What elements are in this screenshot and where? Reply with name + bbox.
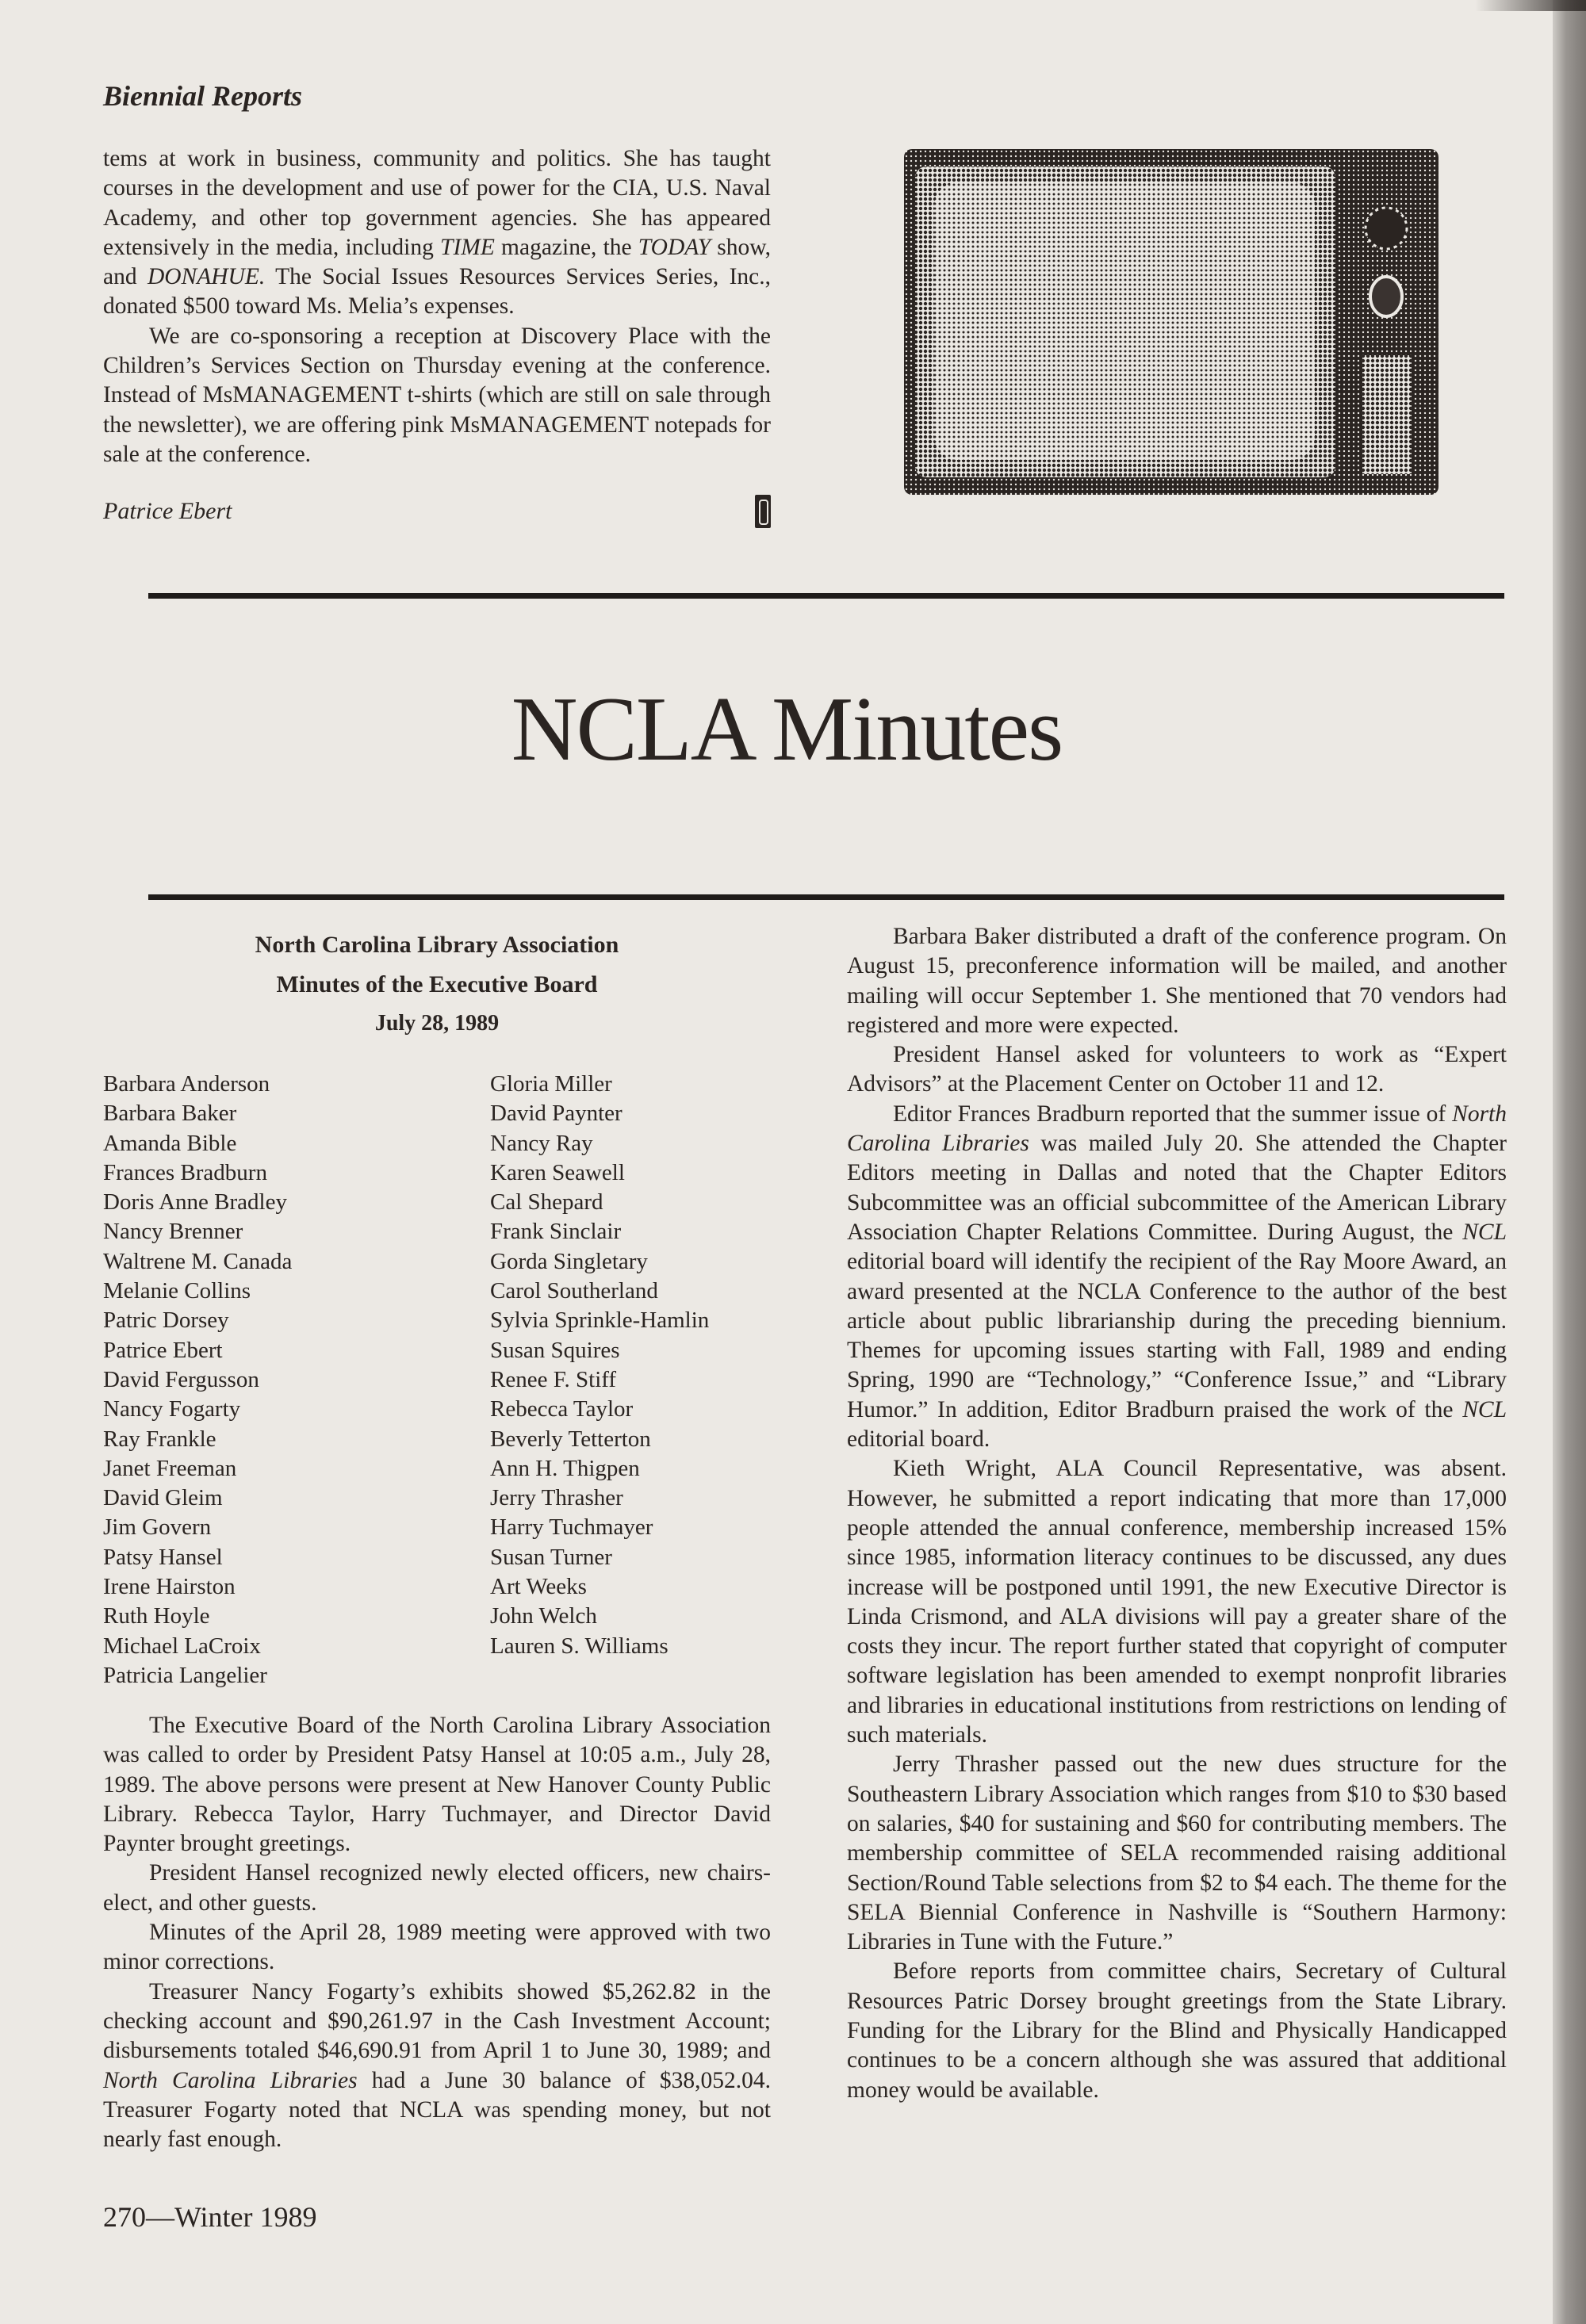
attendee-name: Nancy Fogarty	[103, 1396, 241, 1422]
section-rule-bottom	[148, 894, 1504, 900]
attendee-name: Susan Turner	[490, 1544, 612, 1570]
attendee-name: Patsy Hansel	[103, 1544, 223, 1570]
paragraph	[103, 1711, 771, 1859]
attendee-name: Art Weeks	[490, 1574, 587, 1600]
attendee-name: Michael LaCroix	[103, 1633, 261, 1659]
top-article-signature: Patrice Ebert	[103, 498, 232, 524]
italic-text: NCL	[1462, 1396, 1507, 1422]
text-run: Kieth Wright, ALA Council Representative, was absent. However, he submitted a report indicating that more than 17,000 people attended the annual conference, membership increased 15% since 1985, information literacy continues to be discussed, any dues increase will be postponed until 1991, the new Executive Director is Linda Crismond, and ALA divisions will pay a greater share of the costs they incur. The report further stated that copyright of computer software legislation has been amended to exempt nonprofit libraries and libraries in educational institutions from restrictions on lending of such materials.	[847, 1456, 1507, 1748]
attendee-name: David Gleim	[103, 1485, 223, 1511]
text-run: Barbara Baker distributed a draft of the conference program. On August 15, preconference information will be mailed, and another mailing will occur September 1. She mentioned that 70 vendors had registered and more were expected.	[847, 924, 1507, 1038]
attendee-name: Janet Freeman	[103, 1455, 237, 1481]
text-run: was mailed July 20. She attended the Chapter Editors meeting in Dallas and noted that the Chapter Editors Subcommittee was an official subcommittee of the American Library Association Chapter Relations Committee. During August, the	[847, 1131, 1507, 1245]
end-mark-logo	[755, 495, 771, 528]
tv-dial-icon	[1366, 208, 1407, 249]
attendee-name: Frances Bradburn	[103, 1159, 267, 1185]
attendee-name: Jerry Thrasher	[490, 1485, 623, 1511]
paragraph	[103, 1918, 771, 1978]
attendee-name: Patricia Langelier	[103, 1662, 267, 1688]
attendee-name: Barbara Baker	[103, 1101, 237, 1127]
minutes-heading: Minutes of the Executive Board	[276, 971, 598, 997]
attendees-column-1	[103, 1070, 292, 1690]
italic-text: TODAY	[638, 234, 711, 260]
page-corner-shadow	[1475, 0, 1586, 11]
minutes-org: North Carolina Library Association	[255, 932, 619, 958]
attendee-name: Patric Dorsey	[103, 1307, 229, 1334]
text-run: magazine, the	[494, 234, 638, 260]
attendee-name: Jim Govern	[103, 1514, 212, 1541]
paragraph	[103, 322, 771, 469]
attendee-name: John Welch	[490, 1603, 597, 1629]
page-footer: 270—Winter 1989	[103, 2201, 317, 2233]
top-article-text	[103, 144, 771, 469]
attendee-name: Susan Squires	[490, 1337, 620, 1363]
paragraph	[847, 1100, 1507, 1455]
paragraph	[847, 1454, 1507, 1750]
attendee-name: Ray Frankle	[103, 1426, 216, 1452]
attendee-name: Ruth Hoyle	[103, 1603, 210, 1629]
tv-screen	[934, 182, 1315, 460]
attendee-name: Frank Sinclair	[490, 1219, 622, 1245]
italic-text: North Carolina Libraries	[847, 1101, 1507, 1157]
attendee-name: Rebecca Taylor	[490, 1396, 634, 1422]
attendee-name: Ann H. Thigpen	[490, 1455, 640, 1481]
italic-text: DONAHUE.	[147, 264, 266, 290]
paragraph	[847, 1040, 1507, 1100]
attendees-column-2	[490, 1070, 709, 1661]
attendee-name: Nancy Ray	[490, 1130, 593, 1156]
minutes-right-text	[847, 922, 1507, 2105]
section-rule-top	[148, 593, 1504, 599]
attendee-name: Nancy Brenner	[103, 1219, 243, 1245]
attendee-name: Patrice Ebert	[103, 1337, 223, 1363]
text-run: had a June 30 balance of $38,052.04. Treasurer Fogarty noted that NCLA was spending money, but not nearly fast enough.	[103, 2067, 771, 2153]
page-edge-shadow	[1553, 0, 1586, 2324]
article-title: NCLA Minutes	[511, 679, 1063, 780]
text-run: President Hansel asked for volunteers to work as “Expert Advisors” at the Placement Center on October 11 and 12.	[847, 1042, 1507, 1097]
television-illustration	[904, 149, 1439, 495]
text-run: show, and	[103, 234, 771, 290]
attendee-name: Beverly Tetterton	[490, 1426, 651, 1452]
text-run: President Hansel recognized newly elected officers, new chairs-elect, and other guests.	[103, 1860, 771, 1916]
italic-text: NCL	[1462, 1219, 1507, 1245]
tv-knob-icon	[1370, 277, 1402, 316]
attendee-name: Doris Anne Bradley	[103, 1189, 287, 1216]
text-run: Treasurer Nancy Fogarty’s exhibits showed $5,262.82 in the checking account and $90,261.97 in the Cash Investment Account; disbursements totaled $46,690.91 from April 1 to June 30, 1989; and	[103, 1978, 771, 2064]
attendee-name: Karen Seawell	[490, 1159, 625, 1185]
paragraph	[847, 1957, 1507, 2104]
text-run: Editor Frances Bradburn reported that the summer issue of	[893, 1101, 1453, 1127]
text-run: Minutes of the April 28, 1989 meeting were approved with two minor corrections.	[103, 1920, 771, 1975]
attendee-name: Melanie Collins	[103, 1278, 251, 1304]
italic-text: North Carolina Libraries	[103, 2067, 358, 2093]
text-run: editorial board.	[847, 1426, 990, 1453]
attendee-name: Barbara Anderson	[103, 1071, 270, 1097]
text-run: The Executive Board of the North Carolina Library Association was called to order by President Patsy Hansel at 10:05 a.m., July 28, 1989. The above persons were present at New Hanover County Public Library. Rebecca Taylor, Harry Tuchmayer, and Director David Paynter brought greetings.	[103, 1713, 771, 1857]
minutes-date: July 28, 1989	[374, 1011, 500, 1036]
paragraph	[103, 1978, 771, 2155]
attendee-name: Gloria Miller	[490, 1071, 612, 1097]
attendee-name: Amanda Bible	[103, 1130, 237, 1156]
text-run: tems at work in business, community and politics. She has taught courses in the development and use of power for the CIA, U.S. Naval Academy, and other top government agencies. She has appeared extensively in the media, including	[103, 146, 771, 260]
italic-text: TIME	[440, 234, 495, 260]
attendee-name: Renee F. Stiff	[490, 1366, 617, 1392]
text-run: Before reports from committee chairs, Secretary of Cultural Resources Patric Dorsey brought greetings from the State Library. Funding for the Library for the Blind and Physically Handicapped continues to be a concern although she was assured that additional money would be available.	[847, 1958, 1507, 2103]
attendee-name: Lauren S. Williams	[490, 1633, 668, 1659]
attendee-name: David Paynter	[490, 1101, 623, 1127]
attendee-name: Cal Shepard	[490, 1189, 603, 1216]
attendee-name: Sylvia Sprinkle-Hamlin	[490, 1307, 710, 1334]
attendee-name: Gorda Singletary	[490, 1248, 648, 1274]
attendee-name: David Fergusson	[103, 1366, 259, 1392]
paragraph	[847, 1750, 1507, 1957]
paragraph	[847, 922, 1507, 1040]
attendee-name: Carol Southerland	[490, 1278, 658, 1304]
attendee-name: Waltrene M. Canada	[103, 1248, 293, 1274]
tv-speaker-grille	[1362, 355, 1412, 474]
paragraph	[103, 1859, 771, 1918]
text-run: Jerry Thrasher passed out the new dues structure for the Southeastern Library Association which ranges from $10 to $30 based on salaries, $40 for sustaining and $60 for contributing members. The membership committee of SELA recommended raising additional Section/Round Table selections from $2 to $4 each. The theme for the SELA Biennial Conference in Nashville is “Southern Harmony: Libraries in Tune with the Future.”	[847, 1752, 1507, 1955]
attendee-name: Irene Hairston	[103, 1574, 236, 1600]
text-run: The Social Issues Resources Services Series, Inc., donated $500 toward Ms. Melia’s expenses.	[103, 264, 771, 320]
text-run: We are co-sponsoring a reception at Discovery Place with the Children’s Services Section on Thursday evening at the conference. Instead of MsMANAGEMENT t-shirts (which are still on sale through the newsletter), we are offering pink MsMANAGEMENT notepads for sale at the conference.	[103, 323, 771, 467]
text-run: editorial board will identify the recipient of the Ray Moore Award, an award presented at the NCLA Conference to the author of the best article about public librarianship during the preceding biennium. Themes for upcoming issues starting with Fall, 1989 and ending Spring, 1990 are “Technology,” “Conference Issue,” and “Library Humor.” In addition, Editor Bradburn praised the work of the	[847, 1249, 1507, 1422]
attendee-name: Harry Tuchmayer	[490, 1514, 653, 1541]
running-head: Biennial Reports	[103, 80, 303, 112]
minutes-left-text	[103, 1711, 771, 2154]
paragraph	[103, 144, 771, 322]
